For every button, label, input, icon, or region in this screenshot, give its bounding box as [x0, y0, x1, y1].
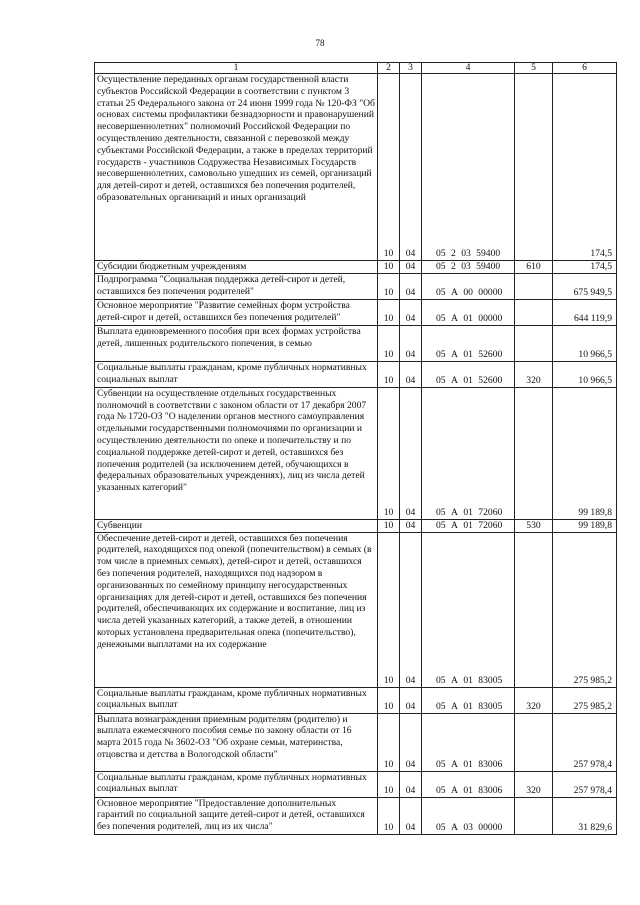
row-text: Основное мероприятие "Развитие семейных форм устройства детей-сирот и детей, оставшихся без попечения родителей": [95, 299, 378, 325]
row-expense-type: [515, 273, 553, 299]
row-section: 10: [378, 687, 400, 713]
target-code-value: 05 А 01 83006: [436, 758, 503, 770]
row-amount: 174,5: [553, 261, 617, 274]
row-text: Социальные выплаты гражданам, кроме публичных нормативных социальных выплат: [95, 361, 378, 387]
table-row: [95, 687, 617, 713]
target-code-value: 05 А 01 52600: [436, 375, 503, 386]
row-amount: 99 189,8: [553, 519, 617, 532]
target-code-value: 05 А 01 00000: [436, 313, 503, 324]
header-col-4: 4: [422, 63, 515, 74]
row-section: 10: [378, 771, 400, 797]
row-expense-type: [515, 713, 553, 771]
row-target-code: [422, 687, 515, 713]
row-expense-type: [515, 532, 553, 687]
row-section: 10: [378, 387, 400, 519]
row-expense-type: [515, 325, 553, 361]
row-subsection: 04: [400, 273, 422, 299]
row-subsection: 04: [400, 325, 422, 361]
row-target-code: [422, 361, 515, 387]
row-expense-type: 320: [515, 771, 553, 797]
budget-table: [94, 62, 617, 835]
row-subsection: 04: [400, 797, 422, 834]
header-col-5: 5: [515, 63, 553, 74]
row-text: Социальные выплаты гражданам, кроме публичных нормативных социальных выплат: [95, 771, 378, 797]
target-code-value: 05 2 03 59400: [436, 261, 501, 272]
table-row: [95, 797, 617, 834]
row-text: Субвенции: [95, 519, 378, 532]
row-amount: 31 829,6: [553, 797, 617, 834]
row-subsection: 04: [400, 532, 422, 687]
row-target-code: [422, 299, 515, 325]
row-subsection: 04: [400, 361, 422, 387]
row-section: 10: [378, 74, 400, 261]
row-text: Осуществление переданных органам государственной власти субъектов Российской Федерации в соответствии с пунктом 3 статьи 25 Федерального закона от 24 июня 1999 года № 120-ФЗ "Об основах системы профилактики безнадзорности и правонарушений несовершеннолетних" полномочий Российской Федерации по осуществлению деятельности, связанной с перевозкой между субъектами Российской Федерации, а также в пределах территорий государств - участников Содружества Независимых Государств несовершеннолетних, самовольно ушедших из семей, организаций для детей-сирот и детей, оставшихся без попечения родителей, образовательных организаций и иных организаций: [95, 74, 378, 261]
row-amount: 10 966,5: [553, 361, 617, 387]
row-amount: 10 966,5: [553, 325, 617, 361]
row-subsection: 04: [400, 771, 422, 797]
row-text: Обеспечение детей-сирот и детей, оставшихся без попечения родителей, находящихся под опекой (попечительством) в семьях (в том числе в приемных семьях), детей-сирот и детей, оставшихся без попечения родителей, находящихся под надзором в организованных по семейному принципу негосударственных организациях для детей-сирот и детей, оставшихся без попечения родителей, обеспечивающих их содержание и воспитание, лиц из числа детей указанных категорий, а также детей, в отношении которых установлена предварительная опека (попечительство), денежными выплатами на их содержание: [95, 532, 378, 687]
row-subsection: 04: [400, 687, 422, 713]
target-code-value: 05 А 01 83006: [436, 784, 503, 796]
row-text: Субсидии бюджетным учреждениям: [95, 261, 378, 274]
table-row: [95, 299, 617, 325]
row-expense-type: 610: [515, 261, 553, 274]
row-section: 10: [378, 713, 400, 771]
header-col-2: 2: [378, 63, 400, 74]
row-target-code: [422, 74, 515, 261]
row-target-code: [422, 273, 515, 299]
table-row: [95, 273, 617, 299]
row-expense-type: [515, 387, 553, 519]
row-target-code: [422, 532, 515, 687]
target-code-value: 05 2 03 59400: [436, 248, 501, 260]
row-section: 10: [378, 361, 400, 387]
table-row: [95, 387, 617, 519]
table-row: [95, 532, 617, 687]
row-section: 10: [378, 299, 400, 325]
row-amount: 257 978,4: [553, 713, 617, 771]
row-text: Основное мероприятие "Предоставление дополнительных гарантий по социальной защите детей-сирот и детей, оставшихся без попечения родителей, лиц из их числа": [95, 797, 378, 834]
row-amount: 174,5: [553, 74, 617, 261]
row-subsection: 04: [400, 261, 422, 274]
row-section: 10: [378, 797, 400, 834]
row-subsection: 04: [400, 74, 422, 261]
header-col-1: 1: [95, 63, 378, 74]
table-row: [95, 325, 617, 361]
row-amount: 275 985,2: [553, 532, 617, 687]
row-target-code: [422, 713, 515, 771]
row-expense-type: [515, 797, 553, 834]
row-text: Субвенции на осуществление отдельных государственных полномочий в соответствии с законом области от 17 декабря 2007 года № 1720-ОЗ "О наделении органов местного самоуправления отдельными государственными полномочиями по организации и осуществлению деятельности по опеке и попечительству и по социальной поддержке детей-сирот и детей, оставшихся без попечения родителей (за исключением детей, обучающихся в федеральных образовательных учреждениях), лиц из числа детей указанных категорий": [95, 387, 378, 519]
row-target-code: [422, 771, 515, 797]
target-code-value: 05 А 01 72060: [436, 519, 503, 531]
row-text: Выплата единовременного пособия при всех формах устройства детей, лишенных родительского попечения, в семью: [95, 325, 378, 361]
row-expense-type: 320: [515, 687, 553, 713]
table-row: [95, 74, 617, 261]
target-code-value: 05 А 01 52600: [436, 349, 503, 360]
row-expense-type: [515, 74, 553, 261]
table-row: [95, 771, 617, 797]
page-number: 78: [315, 38, 325, 48]
table-row: [95, 261, 617, 274]
header-col-6: 6: [553, 63, 617, 74]
row-section: 10: [378, 261, 400, 274]
row-amount: 257 978,4: [553, 771, 617, 797]
row-amount: 644 119,9: [553, 299, 617, 325]
row-section: 10: [378, 519, 400, 532]
row-amount: 675 949,5: [553, 273, 617, 299]
header-col-3: 3: [400, 63, 422, 74]
row-text: Выплата вознаграждения приемным родителям (родителю) и выплата ежемесячного пособия семье по закону области от 16 марта 2015 года № 3602-ОЗ "Об охране семьи, материнства, отцовства и детства в Вологодской области": [95, 713, 378, 771]
row-target-code: [422, 261, 515, 274]
row-expense-type: 320: [515, 361, 553, 387]
row-subsection: 04: [400, 387, 422, 519]
table-row: [95, 361, 617, 387]
row-target-code: [422, 519, 515, 532]
row-amount: 99 189,8: [553, 387, 617, 519]
row-expense-type: 530: [515, 519, 553, 532]
row-subsection: 04: [400, 713, 422, 771]
target-code-value: 05 А 00 00000: [436, 287, 503, 298]
row-section: 10: [378, 325, 400, 361]
row-section: 10: [378, 532, 400, 687]
row-amount: 275 985,2: [553, 687, 617, 713]
table-row: [95, 713, 617, 771]
row-text: Социальные выплаты гражданам, кроме публичных нормативных социальных выплат: [95, 687, 378, 713]
row-target-code: [422, 387, 515, 519]
row-section: 10: [378, 273, 400, 299]
target-code-value: 05 А 03 00000: [436, 821, 503, 833]
row-subsection: 04: [400, 519, 422, 532]
row-expense-type: [515, 299, 553, 325]
target-code-value: 05 А 01 72060: [436, 507, 503, 518]
row-text: Подпрограмма "Социальная поддержка детей-сирот и детей, оставшихся без попечения родителей": [95, 273, 378, 299]
table-row: [95, 519, 617, 532]
table-header-row: [95, 63, 617, 74]
row-target-code: [422, 797, 515, 834]
row-subsection: 04: [400, 299, 422, 325]
row-target-code: [422, 325, 515, 361]
target-code-value: 05 А 01 83005: [436, 700, 503, 712]
target-code-value: 05 А 01 83005: [436, 674, 503, 686]
